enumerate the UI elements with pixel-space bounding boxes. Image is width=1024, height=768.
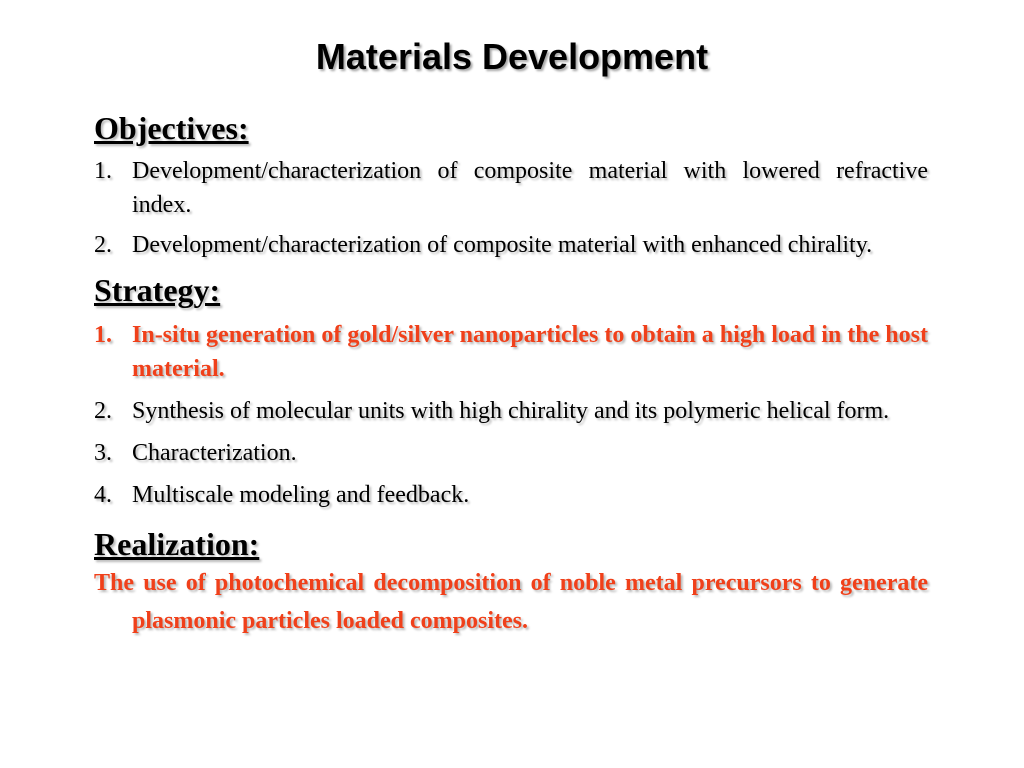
item-text: Multiscale modeling and feedback. — [132, 482, 470, 508]
item-number: 2. — [94, 232, 112, 258]
item-number: 4. — [94, 482, 112, 508]
slide-title: Materials Development — [315, 36, 709, 77]
list-item — [94, 394, 928, 428]
item-text: Development/characterization of composite material with enhanced chirality. — [132, 232, 873, 258]
objectives-list — [94, 154, 928, 262]
item-number: 2. — [94, 398, 112, 424]
item-text: Synthesis of molecular units with high chirality and its polymeric helical form. — [132, 398, 890, 424]
list-item — [94, 228, 928, 262]
objectives-heading: Objectives: — [94, 110, 249, 146]
item-text: Characterization. — [132, 440, 297, 466]
item-number: 1. — [94, 158, 112, 184]
realization-heading: Realization: — [94, 526, 260, 562]
realization-text: The use of photochemical decomposition of noble metal precursors to generate plasmonic particles loaded composites. — [94, 570, 928, 634]
strategy-heading: Strategy: — [94, 272, 221, 308]
list-item — [94, 154, 928, 222]
item-number: 3. — [94, 440, 112, 466]
list-item-highlighted — [94, 318, 928, 386]
list-item — [94, 436, 928, 470]
item-text: Development/characterization of composite material with lowered refractive index. — [132, 158, 928, 218]
list-item — [94, 478, 928, 512]
slide-content — [94, 108, 928, 640]
item-number: 1. — [94, 322, 112, 348]
item-text: In-situ generation of gold/silver nanoparticles to obtain a high load in the host material. — [132, 322, 928, 382]
strategy-list — [94, 318, 928, 512]
